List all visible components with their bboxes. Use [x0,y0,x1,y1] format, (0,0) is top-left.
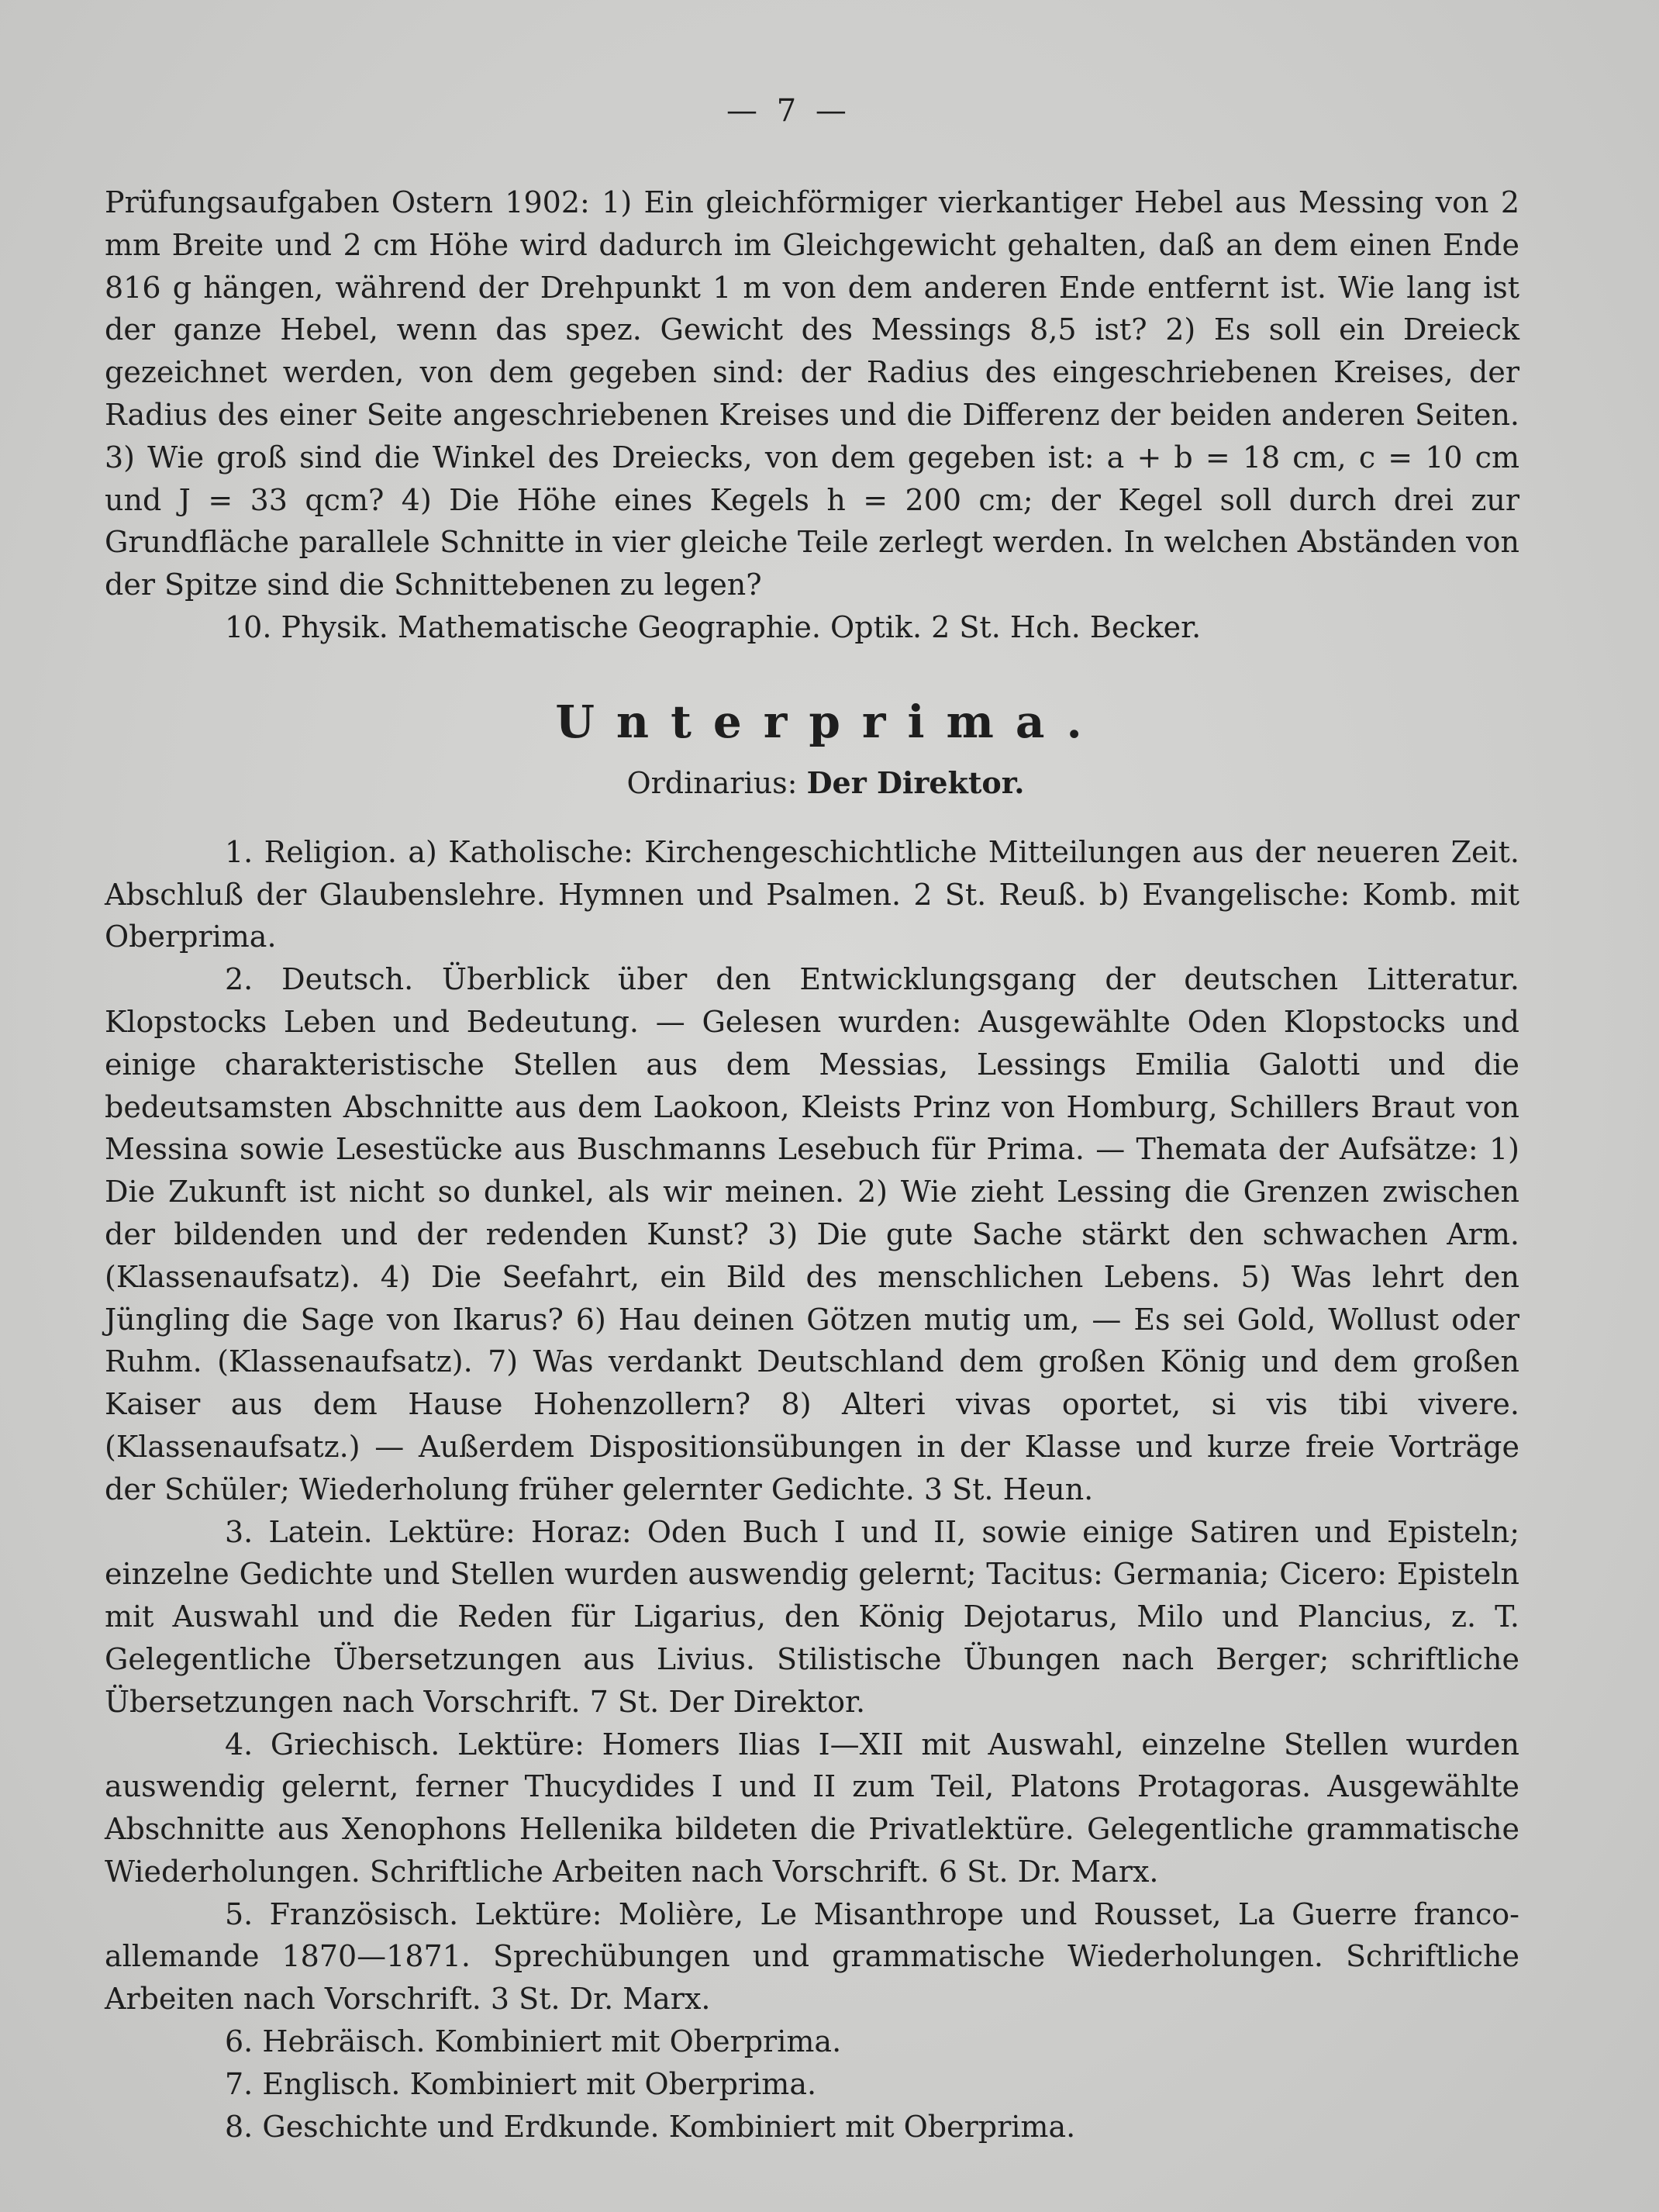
ordinarius-label: Ordinarius: [626,765,798,800]
subject-geschichte: 8. Geschichte und Erdkunde. Kombiniert mit Oberprima. [225,2109,1076,2144]
subject-hebraeisch: 6. Hebräisch. Kombiniert mit Oberprima. [225,2024,842,2059]
subject-englisch: 7. Englisch. Kombiniert mit Oberprima. [225,2066,817,2101]
ordinarius-line [132,765,1519,800]
page-content [105,93,1519,2148]
physik-paragraph: 10. Physik. Mathematische Geographie. Optik. 2 St. Hch. Becker. [225,609,1202,644]
subject-franzoesisch: 5. Französisch. Lektüre: Molière, Le Misanthrope und Rousset, La Guerre franco-allemande 1870—1871. Sprechübungen und grammatische Wiederholungen. Schriftliche Arbeiten nach Vorschrift. 3 St. Dr. Marx. [105,1896,1519,2017]
ordinarius-name: Der Direktor. [806,764,1025,800]
subject-latein: 3. Latein. Lektüre: Horaz: Oden Buch I und II, sowie einige Satiren und Episteln; einzelne Gedichte und Stellen wurden auswendig gelernt; Tacitus: Germania; Cicero: Episteln mit Auswahl und die Reden für Ligarius, den König Dejotarus, Milo und Plancius, z. T. Gelegentliche Übersetzungen aus Livius. Stilistische Übungen nach Berger; schriftliche Übersetzungen nach Vorschrift. 7 St. Der Direktor. [105,1514,1519,1719]
subject-deutsch: 2. Deutsch. Überblick über den Entwicklungsgang der deutschen Litteratur. Klopstocks Leben und Bedeutung. — Gelesen wurden: Ausgewählte Oden Klopstocks und einige charakteristische Stellen aus dem Messias, Lessings Emilia Galotti und die bedeutsamsten Abschnitte aus dem Laokoon, Kleists Prinz von Homburg, Schillers Braut von Messina sowie Lesestücke aus Buschmanns Lesebuch für Prima. — Themata der Aufsätze: 1) Die Zukunft ist nicht so dunkel, als wir meinen. 2) Wie zieht Lessing die Grenzen zwischen der bildenden und der redenden Kunst? 3) Die gute Sache stärkt den schwachen Arm. (Klassenaufsatz). 4) Die Seefahrt, ein Bild des menschlichen Lebens. 5) Was lehrt den Jüngling die Sage von Ikarus? 6) Hau deinen Götzen mutig um, — Es sei Gold, Wollust oder Ruhm. (Klassenaufsatz). 7) Was verdankt Deutschland dem großen König und dem großen Kaiser aus dem Hause Hohenzollern? 8) Alteri vivas oportet, si vis tibi vivere. (Klassenaufsatz.) — Außerdem Dispositionsübungen in der Klasse und kurze freie Vorträge der Schüler; Wiederholung früher gelernter Gedichte. 3 St. Heun. [105,962,1519,1506]
exam-tasks-paragraph: Prüfungsaufgaben Ostern 1902: 1) Ein gleichförmiger vierkantiger Hebel aus Messing von 2 mm Breite und 2 cm Höhe wird dadurch im Gleichgewicht gehalten, daß an dem einen Ende 816 g hängen, während der Drehpunkt 1 m von dem anderen Ende entfernt ist. Wie lang ist der ganze Hebel, wenn das spez. Gewicht des Messings 8,5 ist? 2) Es soll ein Dreieck gezeichnet werden, von dem gegeben sind: der Radius des eingeschriebenen Kreises, der Radius des einer Seite angeschriebenen Kreises und die Differenz der beiden anderen Seiten. 3) Wie groß sind die Winkel des Dreiecks, von dem gegeben ist: a + b = 18 cm, c = 10 cm und J = 33 qcm? 4) Die Höhe eines Kegels h = 200 cm; der Kegel soll durch drei zur Grundfläche parallele Schnitte in vier gleiche Teile zerlegt werden. In welchen Abständen von der Spitze sind die Schnittebenen zu legen? [105,185,1519,602]
page-number: — 7 — [726,93,851,129]
subject-religion: 1. Religion. a) Katholische: Kirchengeschichtliche Mitteilungen aus der neueren Zeit. Abschluß der Glaubenslehre. Hymnen und Psalmen. 2 St. Reuß. b) Evangelische: Komb. mit Oberprima. [105,834,1519,954]
subject-griechisch: 4. Griechisch. Lektüre: Homers Ilias I—XII mit Auswahl, einzelne Stellen wurden auswendig gelernt, ferner Thucydides I und II zum Teil, Platons Protagoras. Ausgewählte Abschnitte aus Xenophons Hellenika bildeten die Privatlektüre. Gelegentliche grammatische Wiederholungen. Schriftliche Arbeiten nach Vorschrift. 6 St. Dr. Marx. [105,1727,1519,1889]
section-title: Unterprima. [555,695,1104,748]
